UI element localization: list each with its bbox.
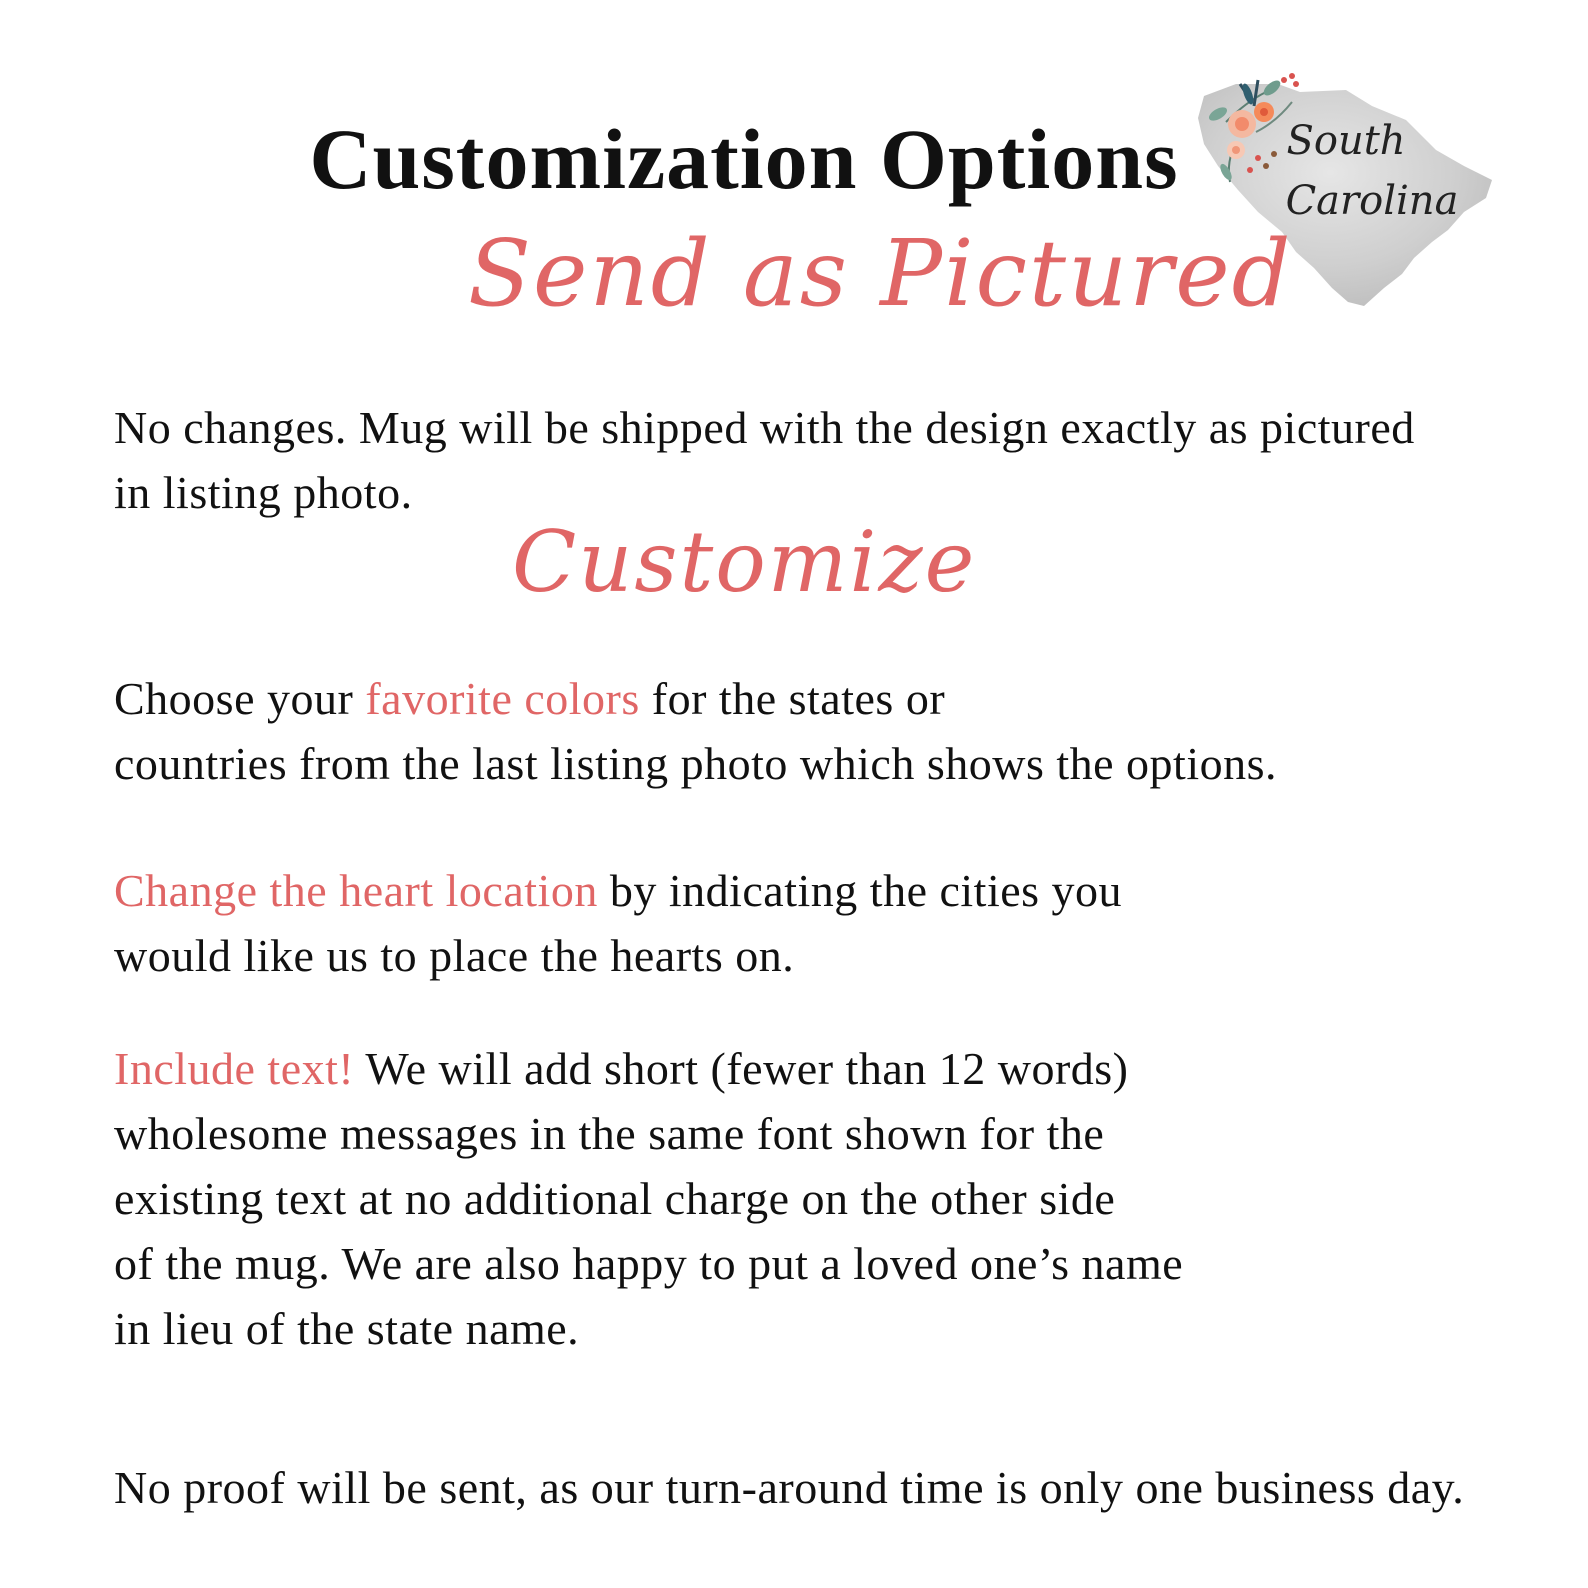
text-segment: Choose your: [114, 673, 366, 724]
paragraph-line: [114, 666, 1277, 731]
send-as-pictured-heading: Send as Pictured: [468, 220, 1293, 327]
paragraph-line: in lieu of the state name.: [114, 1303, 580, 1354]
favorite-colors-paragraph: [114, 666, 1277, 796]
paragraph-line: of the mug. We are also happy to put a loved one’s name: [114, 1238, 1184, 1289]
page-title: Customization Options: [309, 110, 1179, 207]
paragraph-line: [114, 1036, 1183, 1101]
description-line: No changes. Mug will be shipped with the design exactly as pictured: [114, 402, 1415, 453]
paragraph-line: would like us to place the hearts on.: [114, 930, 795, 981]
description-line: in listing photo.: [114, 467, 413, 518]
badge-state-line1: South: [1286, 118, 1406, 164]
heart-location-paragraph: [114, 858, 1122, 988]
paragraph-line: wholesome messages in the same font shown for the: [114, 1108, 1105, 1159]
paragraph-line: [114, 858, 1122, 923]
text-segment: by indicating the cities you: [597, 865, 1123, 916]
text-segment: for the states or: [639, 673, 946, 724]
include-text-paragraph: [114, 1036, 1183, 1361]
include-text-highlight: Include text!: [114, 1043, 355, 1094]
customize-heading: Customize: [512, 513, 977, 611]
paragraph-line: No proof will be sent, as our turn-around time is only one business day.: [114, 1462, 1465, 1513]
heart-location-highlight: Change the heart location: [114, 865, 598, 916]
badge-state-line2: Carolina: [1285, 178, 1459, 224]
paragraph-line: existing text at no additional charge on the other side: [114, 1173, 1116, 1224]
favorite-colors-highlight: favorite colors: [365, 673, 640, 724]
text-segment: We will add short (fewer than 12 words): [354, 1043, 1129, 1094]
proof-note: [114, 1455, 1464, 1520]
paragraph-line: countries from the last listing photo which shows the options.: [114, 738, 1278, 789]
send-as-pictured-description: [114, 395, 1415, 525]
